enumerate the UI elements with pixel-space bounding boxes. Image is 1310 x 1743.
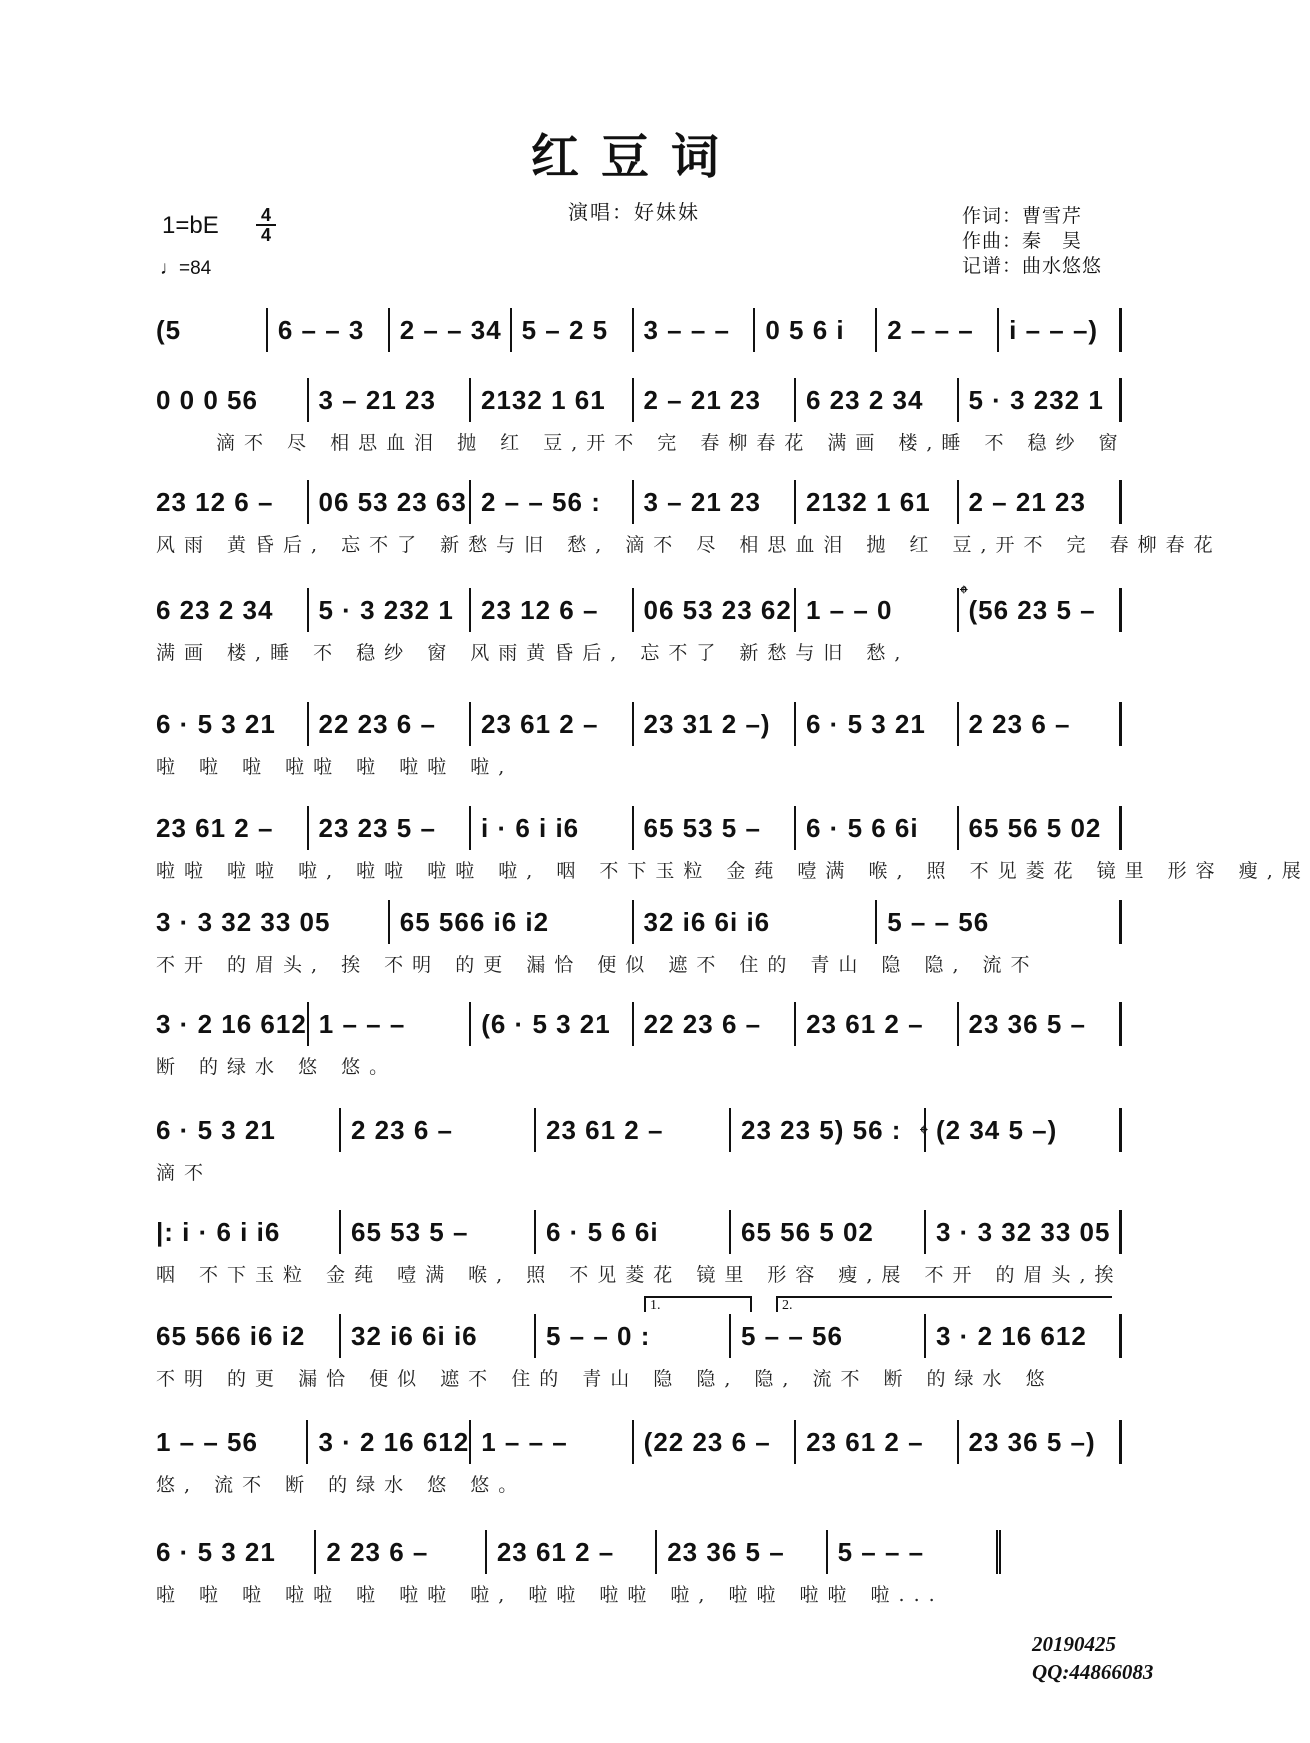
measure: 23 61 2 – [485,1530,655,1574]
lyrics-line: 啦 啦 啦 啦啦 啦 啦啦 啦, 啦啦 啦啦 啦, 啦啦 啦啦 啦... [156,1584,944,1606]
measure: 23 31 2 –) [632,702,795,746]
measure: (6 · 5 3 21 [469,1002,631,1046]
measure: 6 23 2 34 [794,378,957,422]
measure: 65 56 5 02 [729,1210,924,1254]
measure: 2 – – 34 [388,308,510,352]
segno-sign-1: 𝄌 [960,582,968,607]
measure: 5 – – – [826,1530,996,1574]
lyrics-line: 滴不 [156,1162,213,1184]
measure: 23 23 5) 56 : [729,1108,924,1152]
measure: 2 23 6 – [957,702,1120,746]
lyricist-credit: 作词：曹雪芹 [962,205,1083,227]
tempo-marking: ♩=84 [160,258,212,279]
measure: 22 23 6 – [632,1002,794,1046]
measure: i · 6 i i6 [469,806,632,850]
measure: 3 – – – [632,308,754,352]
measure: (56 23 5 – [957,588,1120,632]
measure: 06 53 23 62 [632,588,795,632]
qq-text: QQ:44866083 [1032,1660,1154,1684]
measure: 3 · 3 32 33 05 [156,906,331,937]
measure: 6 · 5 3 21 [794,702,957,746]
measure: 5 – – 0 : [534,1314,729,1358]
measure: 23 36 5 – [655,1530,825,1574]
measure: 23 12 6 – [156,486,274,517]
measure: 6 – – 3 [266,308,388,352]
score-row [156,900,1122,980]
time-signature-bottom: 4 [260,225,271,245]
date-signature [1032,1630,1153,1686]
measure: 6 · 5 3 21 [156,1114,276,1145]
measure: 2 23 6 – [314,1530,484,1574]
measure: 06 53 23 63 [307,480,470,524]
measure: 32 i6 6i i6 [632,900,876,944]
measure: 5 – 2 5 [510,308,632,352]
measure: 65 56 5 02 [957,806,1120,850]
key-signature: 1=bE [162,212,219,239]
measure: 65 53 5 – [339,1210,534,1254]
measure: 5 · 3 232 1 [307,588,470,632]
notes-line [156,1002,1122,1046]
score-row [156,1530,1122,1610]
measure: 1 – – – [307,1002,469,1046]
segno-sign-2: 𝄌 [920,1122,928,1147]
score-row [156,1210,1122,1290]
measure: 3 · 2 16 612 [156,1008,307,1039]
lyrics-line: 滴不 尽 相思血泪 抛 红 豆,开不 完 春柳春花 满画 楼,睡 不 稳纱 窗 [216,432,1127,454]
score-row [156,378,1127,458]
measure: |: i · 6 i i6 [156,1216,281,1247]
measure: 3 – 21 23 [307,378,470,422]
measure: 1 – – – [469,1420,631,1464]
score-row [156,588,1122,668]
measure: 2132 1 61 [469,378,632,422]
notes-line [156,1530,1001,1574]
measure: (2 34 5 –) [924,1108,1119,1152]
lyrics-line: 咽 不下玉粒 金莼 噎满 喉, 照 不见菱花 镜里 形容 瘦,展 不开 的眉头,挨 [156,1264,1123,1286]
measure: 5 – – 56 [875,900,1119,944]
notes-line [156,900,1122,944]
lyrics-line: 不明 的更 漏恰 便似 遮不 住的 青山 隐 隐, 隐, 流不 断 的绿水 悠 [156,1368,1054,1390]
time-signature [256,206,276,244]
lyrics-line: 满画 楼,睡 不 稳纱 窗 风雨黄昏后, 忘不了 新愁与旧 愁, [156,642,910,664]
score-row [156,480,1222,560]
notes-line [156,308,1122,352]
score-row [156,806,1310,886]
measure: 23 61 2 – [794,1420,956,1464]
measure: 0 5 6 i [753,308,875,352]
credits [962,204,1102,279]
measure: 2 23 6 – [339,1108,534,1152]
lyrics-line: 断 的绿水 悠 悠。 [156,1056,398,1078]
singer-credit: 演唱：好妹妹 [568,200,700,224]
measure: 3 · 3 32 33 05 [924,1210,1119,1254]
time-signature-top: 4 [256,206,276,226]
measure: 65 53 5 – [632,806,795,850]
notes-line [156,806,1122,850]
measure: 2 – 21 23 [957,480,1120,524]
measure: 23 61 2 – [469,702,632,746]
measure: 22 23 6 – [307,702,470,746]
measure: 6 · 5 6 6i [534,1210,729,1254]
score-row [156,1108,1122,1188]
measure: 6 · 5 6 6i [794,806,957,850]
measure: 23 61 2 – [534,1108,729,1152]
lyrics-line: 不开 的眉头, 挨 不明 的更 漏恰 便似 遮不 住的 青山 隐 隐, 流不 [156,954,1039,976]
notes-line [156,702,1122,746]
score-row [156,308,1122,388]
date-text: 20190425 [1032,1632,1116,1656]
measure: 23 23 5 – [307,806,470,850]
measure: 3 · 2 16 612 [306,1420,469,1464]
measure: 1 – – 56 [156,1426,258,1457]
measure: 23 12 6 – [469,588,632,632]
measure: 23 36 5 –) [957,1420,1119,1464]
notes-line [156,1210,1122,1254]
measure: 6 · 5 3 21 [156,1536,276,1567]
lyrics-line: 啦 啦 啦 啦啦 啦 啦啦 啦, [156,756,514,778]
measure: 5 · 3 232 1 [957,378,1120,422]
volta-second-ending: 2. [776,1296,1112,1312]
composer-credit: 作曲：秦 昊 [962,230,1083,252]
measure: 2 – – – [875,308,997,352]
measure: 23 61 2 – [156,812,274,843]
score-row [156,702,1122,782]
volta-first-ending: 1. [644,1296,752,1312]
score-row [156,1002,1122,1082]
score-row [156,1420,1122,1500]
measure: 2132 1 61 [794,480,957,524]
measure: 5 – – 56 [729,1314,924,1358]
lyrics-line: 悠, 流不 断 的绿水 悠 悠。 [156,1474,527,1496]
song-title: 红豆词 [530,129,741,185]
measure: 32 i6 6i i6 [339,1314,534,1358]
measure: 6 23 2 34 [156,594,274,625]
measure: (5 [156,314,182,345]
measure: 2 – – 56 : [469,480,632,524]
measure: 23 61 2 – [794,1002,956,1046]
measure: 2 – 21 23 [632,378,795,422]
measure: 65 566 i6 i2 [156,1320,306,1351]
measure: 23 36 5 – [957,1002,1119,1046]
lyrics-line: 啦啦 啦啦 啦, 啦啦 啦啦 啦, 咽 不下玉粒 金莼 噎满 喉, 照 不见菱花 镜里 形容 瘦,展 [156,860,1310,882]
score-row [156,1314,1122,1394]
notes-line [156,1420,1122,1464]
transcriber-credit: 记谱：曲水悠悠 [962,255,1103,277]
notes-line [156,1108,1122,1152]
lyrics-line: 风雨 黄昏后, 忘不了 新愁与旧 愁, 滴不 尽 相思血泪 抛 红 豆,开不 完 春柳春花 [156,534,1222,556]
measure: i – – –) [997,308,1119,352]
notes-line [156,588,1122,632]
measure: 0 0 0 56 [156,384,258,415]
measure: 3 – 21 23 [632,480,795,524]
measure: 1 – – 0 [794,588,957,632]
notes-line [156,378,1122,422]
measure: 3 · 2 16 612 [924,1314,1119,1358]
measure: 65 566 i6 i2 [388,900,632,944]
measure: 6 · 5 3 21 [156,708,276,739]
measure: (22 23 6 – [632,1420,794,1464]
notes-line [156,480,1122,524]
notes-line [156,1314,1122,1358]
